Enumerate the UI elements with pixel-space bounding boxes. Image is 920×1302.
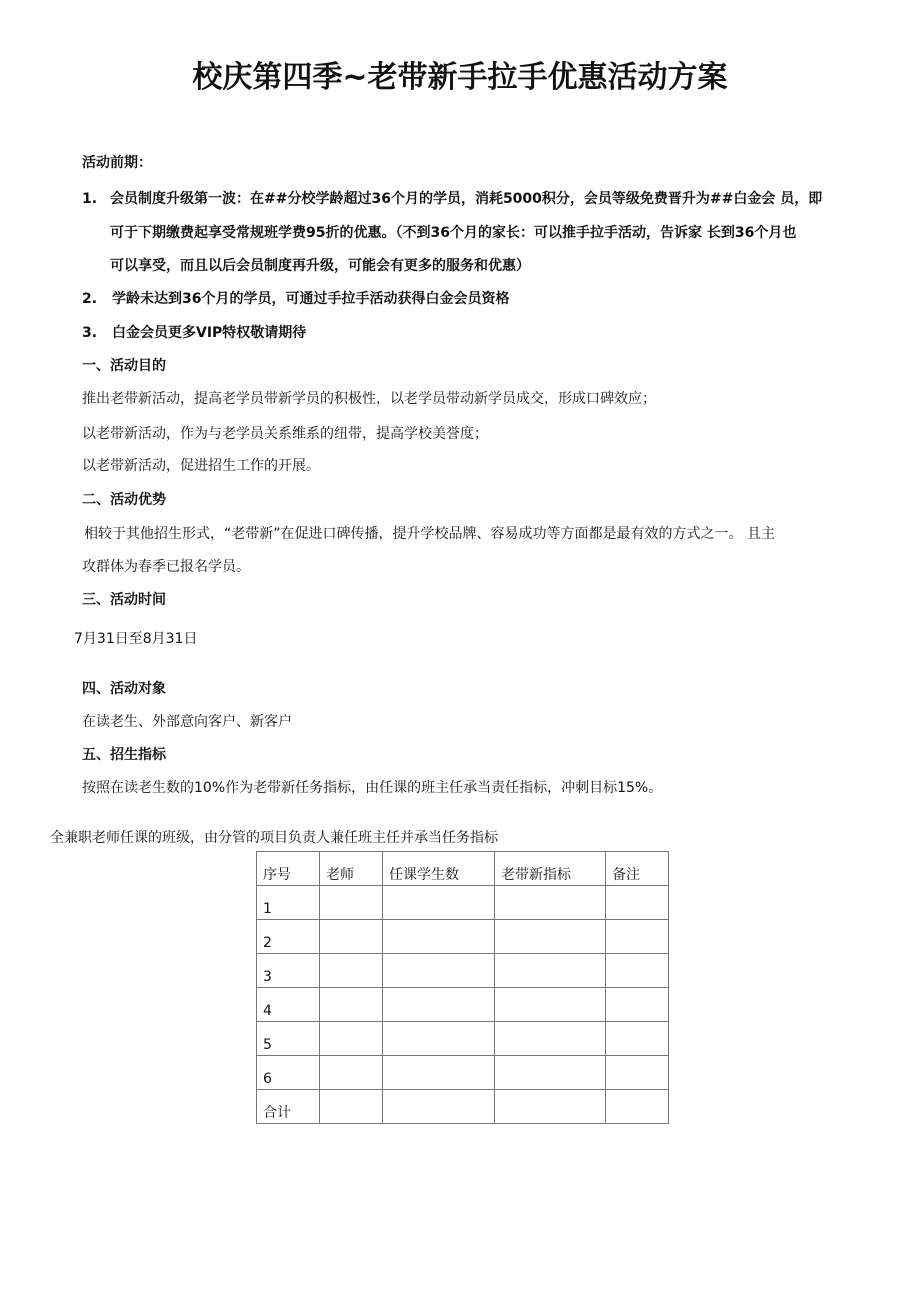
table-cell: [606, 954, 669, 988]
table-cell: [383, 886, 495, 920]
table-row: [257, 988, 669, 1022]
table-cell: [320, 1022, 383, 1056]
table-row: [257, 954, 669, 988]
document-title: 校庆第四季~老带新手拉手优惠活动方案: [192, 60, 728, 95]
quota-table: [256, 851, 669, 1124]
table-cell: [320, 920, 383, 954]
table-cell: [606, 886, 669, 920]
table-cell: [383, 1090, 495, 1124]
table-header-cell: 序号: [257, 852, 320, 886]
pre-item-3-num: 3.: [82, 325, 98, 341]
paragraph: 攻群体为春季已报名学员。: [82, 559, 250, 575]
table-cell: [320, 886, 383, 920]
table-header-cell: 任课学生数: [383, 852, 495, 886]
table-cell: [495, 988, 606, 1022]
pre-item-2-line: 学龄未达到36个月的学员，可通过手拉手活动获得白金会员资格: [112, 291, 510, 307]
section-heading: 二、活动优势: [82, 492, 166, 508]
pre-item-1-line: 可以享受，而且以后会员制度再升级，可能会有更多的服务和优惠）: [110, 258, 530, 274]
table-cell: [383, 988, 495, 1022]
table-cell: [320, 954, 383, 988]
table-cell: [495, 1056, 606, 1090]
pre-item-1-line: 可于下期缴费起享受常规班学费95折的优惠。（不到36个月的家长：可以推手拉手活动，告诉家 长到36个月也: [110, 225, 797, 241]
table-cell: [383, 954, 495, 988]
table-header-cell: 老带新指标: [495, 852, 606, 886]
table-row: [257, 1056, 669, 1090]
table-cell: 6: [257, 1056, 320, 1090]
table-row: [257, 886, 669, 920]
paragraph: 以老带新活动，促进招生工作的开展。: [82, 458, 320, 474]
pre-item-2-num: 2.: [82, 291, 98, 307]
table-cell: 5: [257, 1022, 320, 1056]
table-cell: [320, 988, 383, 1022]
section-heading: 三、活动时间: [82, 592, 166, 608]
paragraph: 7月31日至8月31日: [74, 631, 198, 647]
pre-item-3-line: 白金会员更多VIP特权敬请期待: [112, 325, 307, 341]
table-row: [257, 920, 669, 954]
table-header-cell: 备注: [606, 852, 669, 886]
paragraph: 相较于其他招生形式，“老带新”在促进口碑传播，提升学校品牌、容易成功等方面都是最有效的方式之一。 且主: [84, 526, 775, 542]
table-cell: 合计: [257, 1090, 320, 1124]
paragraph: 按照在读老生数的10%作为老带新任务指标，由任课的班主任承当责任指标，冲刺目标15%。: [82, 780, 663, 796]
table-cell: 4: [257, 988, 320, 1022]
table-cell: [383, 1056, 495, 1090]
table-row: [257, 1022, 669, 1056]
table-cell: [606, 920, 669, 954]
pre-heading: 活动前期：: [82, 155, 152, 171]
table-cell: [606, 1022, 669, 1056]
table-cell: [495, 920, 606, 954]
table-header-cell: 老师: [320, 852, 383, 886]
section-heading: 四、活动对象: [82, 681, 166, 697]
paragraph: 以老带新活动，作为与老学员关系维系的纽带，提高学校美誉度；: [82, 426, 488, 442]
pre-item-1-line: 会员制度升级第一波：在##分校学龄超过36个月的学员，消耗5000积分，会员等级免费晋升为##白金会 员，即: [110, 191, 823, 207]
table-total-row: [257, 1090, 669, 1124]
section-heading: 一、活动目的: [82, 358, 166, 374]
table-cell: [606, 988, 669, 1022]
table-cell: 3: [257, 954, 320, 988]
table-cell: 1: [257, 886, 320, 920]
table-cell: [606, 1090, 669, 1124]
paragraph: 在读老生、外部意向客户、新客户: [82, 714, 292, 730]
table-cell: [606, 1056, 669, 1090]
table-cell: [495, 954, 606, 988]
table-cell: [495, 1022, 606, 1056]
table-cell: [383, 1022, 495, 1056]
table-cell: [383, 920, 495, 954]
table-cell: [495, 1090, 606, 1124]
table-caption: 全兼职老师任课的班级，由分管的项目负责人兼任班主任并承当任务指标: [50, 830, 498, 846]
table-cell: [320, 1056, 383, 1090]
paragraph: 推出老带新活动，提高老学员带新学员的积极性，以老学员带动新学员成交，形成口碑效应；: [82, 391, 656, 407]
table-cell: [495, 886, 606, 920]
table-cell: 2: [257, 920, 320, 954]
section-heading: 五、招生指标: [82, 747, 166, 763]
pre-item-1-num: 1.: [82, 191, 98, 207]
table-header-row: [257, 852, 669, 886]
table-cell: [320, 1090, 383, 1124]
